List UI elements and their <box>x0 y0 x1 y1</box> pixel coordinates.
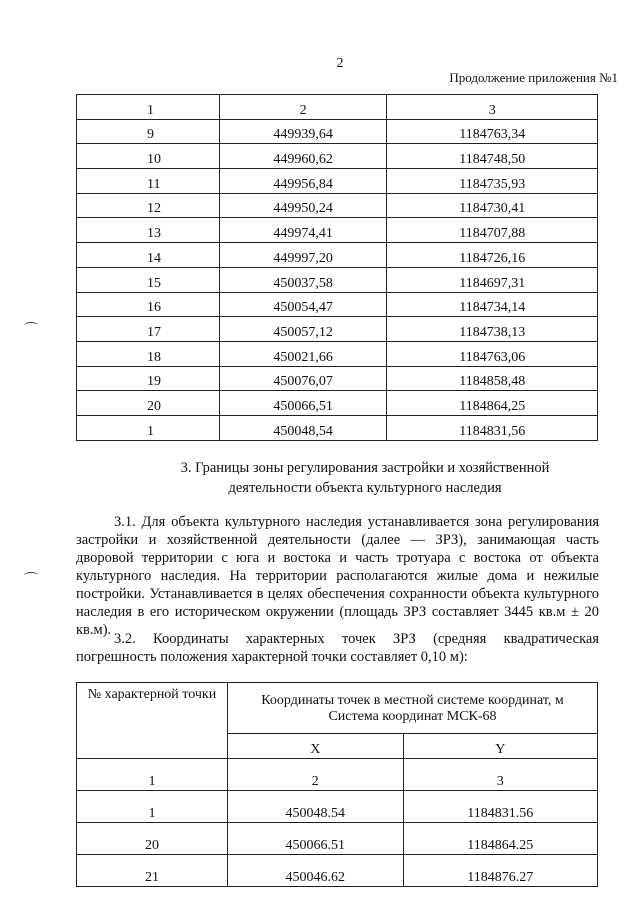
table-cell: 1 <box>77 415 220 440</box>
table-row <box>77 292 598 317</box>
point-number-header: № характерной точки <box>77 683 228 759</box>
section-heading-line: 3. Границы зоны регулирования застройки и хозяйственной <box>180 460 550 476</box>
table-cell: 17 <box>77 317 220 342</box>
table-cell: 450066,51 <box>219 391 387 416</box>
table-cell: 450046.62 <box>228 855 404 887</box>
table-cell: 21 <box>77 855 228 887</box>
table-cell: 2 <box>228 759 404 791</box>
table-cell: 1184831.56 <box>403 791 597 823</box>
table-cell: 450048,54 <box>219 415 387 440</box>
paragraph-3-1: 3.1. Для объекта культурного наследия устанавливается зона регулирования застройки и хозяйственной деятельности (далее — ЗРЗ), занимающая часть дворовой территории с юга и востока и часть тротуара с востока от объекта культурного наследия. На территории располагаются жилые дома и нежилые постройки. Устанавливается в целях обеспечения сохранности объекта культурного наследия в его историческом окружении (площадь ЗРЗ составляет 3445 кв.м ± 20 кв.м). <box>76 514 599 638</box>
table-row <box>77 193 598 218</box>
appendix-label: Продолжение приложения №1 <box>449 70 618 85</box>
table-cell: 449950,24 <box>219 193 387 218</box>
table-row <box>77 218 598 243</box>
table-number-row <box>77 759 598 791</box>
table-cell: 450066.51 <box>228 823 404 855</box>
table-cell: 450057,12 <box>219 317 387 342</box>
table-cell: 3 <box>403 759 597 791</box>
table-row <box>77 855 598 887</box>
table-cell: 450048.54 <box>228 791 404 823</box>
table-cell: 10 <box>77 144 220 169</box>
table-cell: 1 <box>77 759 228 791</box>
table-cell: 1184697,31 <box>387 267 598 292</box>
table-cell: 1 <box>77 791 228 823</box>
table-cell: 1184738,13 <box>387 317 598 342</box>
table-cell: 18 <box>77 341 220 366</box>
table-header-row <box>77 683 598 734</box>
table-cell: 450037,58 <box>219 267 387 292</box>
table-cell: 9 <box>77 119 220 144</box>
table-cell: 1184763,06 <box>387 341 598 366</box>
table-row <box>77 169 598 194</box>
coordinate-system-header <box>228 683 598 734</box>
table-cell: 450076,07 <box>219 366 387 391</box>
table-cell: 1184763,34 <box>387 119 598 144</box>
table-cell: 1184735,93 <box>387 169 598 194</box>
table-cell: 1184734,14 <box>387 292 598 317</box>
section-heading-line: деятельности объекта культурного наследия <box>228 480 502 496</box>
table-cell: 15 <box>77 267 220 292</box>
table-row <box>77 267 598 292</box>
y-header: Y <box>403 734 597 759</box>
paragraph-3-2: 3.2. Координаты характерных точек ЗРЗ (средняя квадратическая погрешность положения характерной точки составляет 0,10 м): <box>76 631 599 665</box>
table-cell: 1184730,41 <box>387 193 598 218</box>
table-row <box>77 366 598 391</box>
table-cell: 1184707,88 <box>387 218 598 243</box>
margin-mark <box>24 572 38 579</box>
table-cell: 1184864.25 <box>403 823 597 855</box>
table-row <box>77 119 598 144</box>
table-cell: 1184831,56 <box>387 415 598 440</box>
table-cell: 1184726,16 <box>387 243 598 268</box>
table-cell: 449939,64 <box>219 119 387 144</box>
table-row <box>77 391 598 416</box>
table-cell: 1184858,48 <box>387 366 598 391</box>
table-row <box>77 415 598 440</box>
table-cell: 449960,62 <box>219 144 387 169</box>
table-cell: 20 <box>77 391 220 416</box>
table-cell: 449956,84 <box>219 169 387 194</box>
table-cell: 12 <box>77 193 220 218</box>
table-cell: 20 <box>77 823 228 855</box>
zrz-coordinates-table <box>76 682 598 887</box>
table-cell: 450054,47 <box>219 292 387 317</box>
coordinate-header-line: Координаты точек в местной системе координат, м <box>261 693 564 708</box>
table-cell: 1184864,25 <box>387 391 598 416</box>
table-cell: 449974,41 <box>219 218 387 243</box>
coordinates-table-continued <box>76 94 598 441</box>
x-header: X <box>228 734 404 759</box>
table-cell: 3 <box>387 95 598 120</box>
table-row <box>77 243 598 268</box>
table-header-row <box>77 95 598 120</box>
table-cell: 11 <box>77 169 220 194</box>
coordinate-header-line: Система координат МСК-68 <box>328 709 497 724</box>
table-cell: 13 <box>77 218 220 243</box>
margin-mark <box>24 322 38 329</box>
table-cell: 14 <box>77 243 220 268</box>
table-cell: 449997,20 <box>219 243 387 268</box>
table-cell: 1184748,50 <box>387 144 598 169</box>
table-cell: 1 <box>77 95 220 120</box>
table-cell: 16 <box>77 292 220 317</box>
table-row <box>77 317 598 342</box>
page-number: 2 <box>336 56 344 71</box>
table-cell: 19 <box>77 366 220 391</box>
table-row <box>77 791 598 823</box>
table-row <box>77 823 598 855</box>
table-cell: 450021,66 <box>219 341 387 366</box>
table-cell: 2 <box>219 95 387 120</box>
table-row <box>77 341 598 366</box>
table-row <box>77 144 598 169</box>
table-cell: 1184876.27 <box>403 855 597 887</box>
section-heading <box>100 458 630 498</box>
